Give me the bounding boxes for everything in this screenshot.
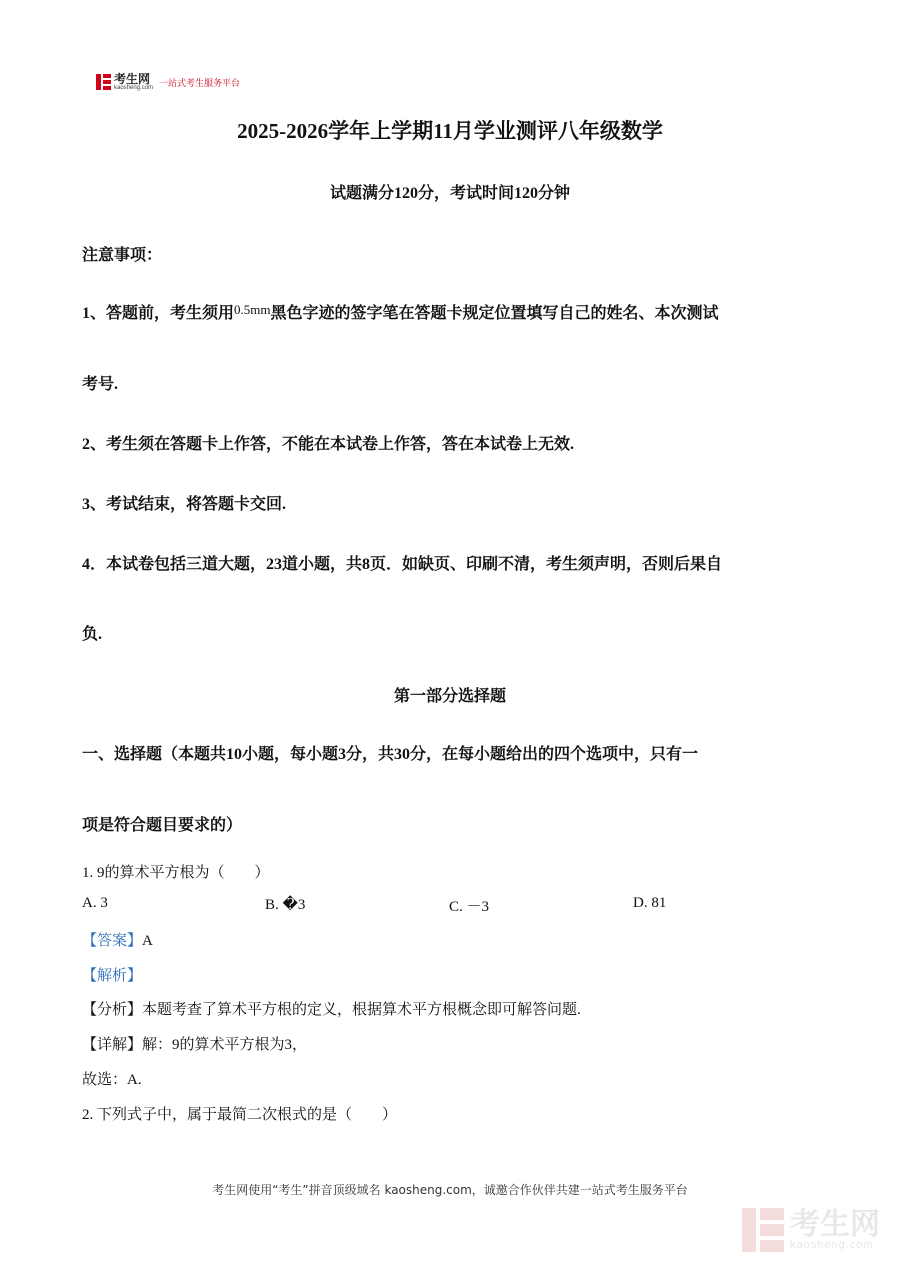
- watermark-logo: [742, 1208, 880, 1252]
- notice-item-1-cont: 考号.: [82, 376, 119, 393]
- exam-subtitle: 试题满分120分，考试时间120分钟: [329, 185, 570, 202]
- kaosheng-watermark-icon: [742, 1208, 784, 1252]
- logo-domain: kaosheng.com: [114, 85, 154, 91]
- answer-value: A: [142, 933, 153, 949]
- fenxi-tag: 【分析】: [82, 1002, 143, 1018]
- notice-item-3: 3、考试结束，将答题卡交回.: [82, 496, 287, 513]
- header-logo: [96, 72, 240, 92]
- q1-option-c: C. －3: [449, 899, 490, 915]
- section-heading-line2: 项是符合题目要求的）: [82, 817, 243, 834]
- answer-tag: 【答案】: [82, 933, 143, 949]
- notice-item-4-cont: 负.: [82, 626, 103, 643]
- logo-slogan: 一站式考生服务平台: [159, 78, 241, 89]
- xiangjie-tag: 【详解】: [82, 1037, 143, 1053]
- analysis-tag: 【解析】: [82, 968, 143, 984]
- section-heading-line1: 一、选择题（本题共10小题，每小题3分，共30分，在每小题给出的四个选项中，只有一: [82, 746, 699, 763]
- notice-item-1-pre: 1、答题前，考生须用: [82, 305, 235, 322]
- q1-fenxi: [82, 998, 581, 1019]
- footer-text: 考生网使用“考生”拼音顶级域名 kaosheng.com，诚邀合作伙伴共建一站式考生服务平台: [212, 1183, 688, 1197]
- watermark-domain: kaosheng.com: [790, 1238, 874, 1251]
- logo-name: 考生网: [114, 72, 151, 86]
- notice-item-1-post: 黑色字迹的签字笔在答题卡规定位置填写自己的姓名、本次测试: [270, 305, 719, 322]
- notice-item-1: [82, 300, 719, 323]
- kaosheng-logo-icon: [96, 74, 111, 90]
- q1-choice: 故选：A.: [82, 1072, 142, 1088]
- q1-answer: [82, 929, 153, 950]
- q1-stem: 1. 9的算术平方根为（ ）: [82, 865, 270, 881]
- xiangjie-text: 解：9的算术平方根为3，: [142, 1037, 308, 1053]
- notice-item-4: 4．本试卷包括三道大题，23道小题，共8页．如缺页、印刷不清，考生须声明，否则后果自: [82, 556, 723, 573]
- watermark-name: 考生网: [790, 1206, 880, 1242]
- part-heading: 第一部分选择题: [393, 688, 506, 705]
- exam-title: 2025-2026学年上学期11月学业测评八年级数学: [237, 119, 663, 143]
- notice-item-1-mm: 0.5mm: [234, 302, 271, 317]
- q1-option-a: A. 3: [82, 895, 108, 911]
- q1-xiangjie: [82, 1033, 307, 1054]
- notice-heading: 注意事项：: [82, 247, 163, 264]
- q1-option-b: B. �3: [265, 897, 306, 913]
- notice-item-2: 2、考生须在答题卡上作答，不能在本试卷上作答，答在本试卷上无效.: [82, 436, 575, 453]
- q1-option-d: D. 81: [633, 895, 667, 911]
- q2-stem: 2. 下列式子中，属于最简二次根式的是（ ）: [82, 1107, 398, 1123]
- fenxi-text: 本题考查了算术平方根的定义，根据算术平方根概念即可解答问题.: [142, 1002, 581, 1018]
